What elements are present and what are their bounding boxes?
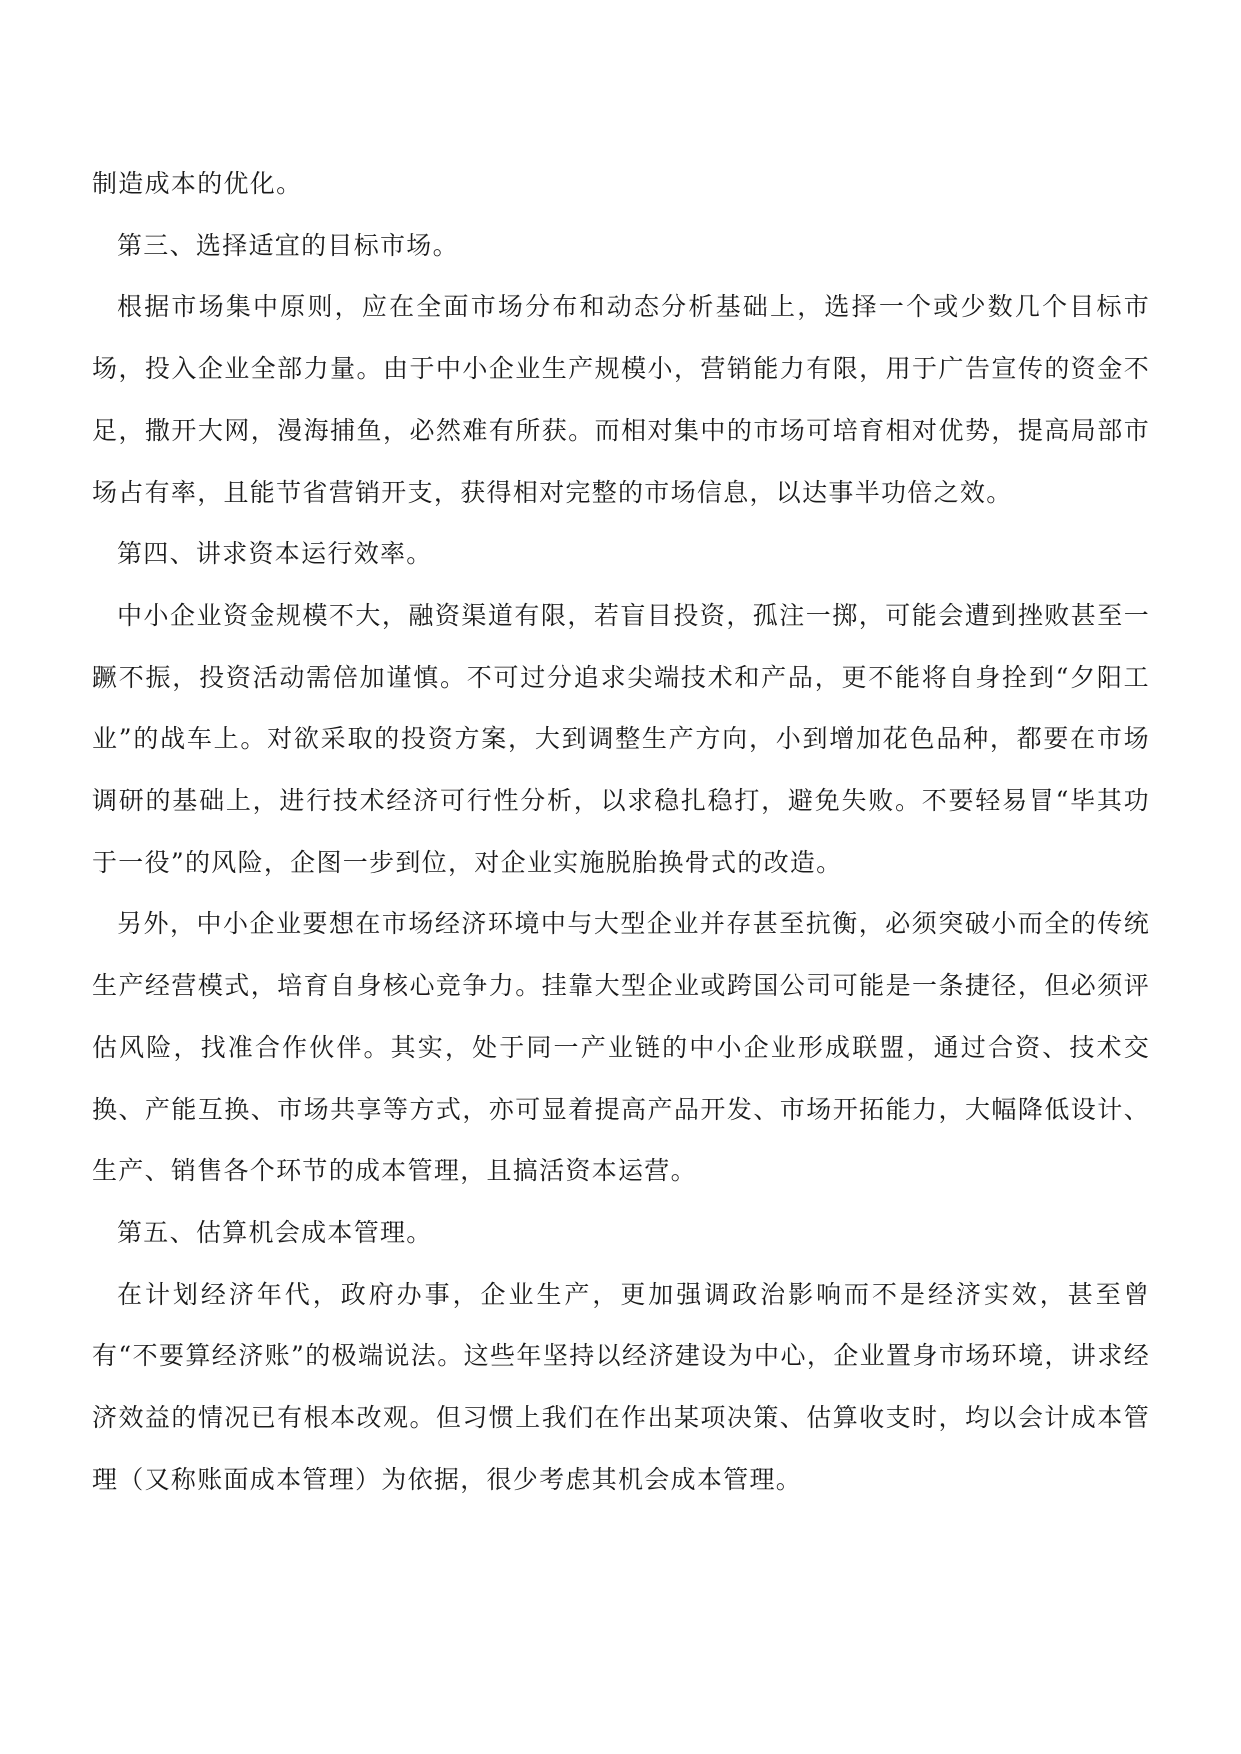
- paragraph-opportunity-cost: 在计划经济年代，政府办事，企业生产，更加强调政治影响而不是经济实效，甚至曾有“不要算经济账”的极端说法。这些年坚持以经济建设为中心，企业置身市场环境，讲求经济效益的情况已有根本改观。但习惯上我们在作出某项决策、估算收支时，均以会计成本管理（又称账面成本管理）为依据，很少考虑其机会成本管理。: [92, 1279, 1150, 1494]
- document-body: [92, 153, 1150, 1510]
- section-heading-third: 第三、选择适宜的目标市场。: [117, 230, 459, 260]
- section-heading-fourth: 第四、讲求资本运行效率。: [117, 539, 433, 569]
- paragraph-capital-efficiency: 中小企业资金规模不大，融资渠道有限，若盲目投资，孤注一掷，可能会遭到挫败甚至一蹶不振，投资活动需倍加谨慎。不可过分追求尖端技术和产品，更不能将自身拴到“夕阳工业”的战车上。对欲采取的投资方案，大到调整生产方向，小到增加花色品种，都要在市场调研的基础上，进行技术经济可行性分析，以求稳扎稳打，避免失败。不要轻易冒“毕其功于一役”的风险，企图一步到位，对企业实施脱胎换骨式的改造。: [92, 600, 1150, 877]
- paragraph-target-market: 根据市场集中原则，应在全面市场分布和动态分析基础上，选择一个或少数几个目标市场，投入企业全部力量。由于中小企业生产规模小，营销能力有限，用于广告宣传的资金不足，撒开大网，漫海捕鱼，必然难有所获。而相对集中的市场可培育相对优势，提高局部市场占有率，且能节省营销开支，获得相对完整的市场信息，以达事半功倍之效。: [92, 292, 1150, 507]
- section-heading-fifth: 第五、估算机会成本管理。: [117, 1217, 433, 1247]
- paragraph-continued: 制造成本的优化。: [92, 169, 303, 198]
- paragraph-alliance: 另外，中小企业要想在市场经济环境中与大型企业并存甚至抗衡，必须突破小而全的传统生产经营模式，培育自身核心竞争力。挂靠大型企业或跨国公司可能是一条捷径，但必须评估风险，找准合作伙伴。其实，处于同一产业链的中小企业形成联盟，通过合资、技术交换、产能互换、市场共享等方式，亦可显着提高产品开发、市场开拓能力，大幅降低设计、生产、销售各个环节的成本管理，且搞活资本运营。: [92, 909, 1150, 1186]
